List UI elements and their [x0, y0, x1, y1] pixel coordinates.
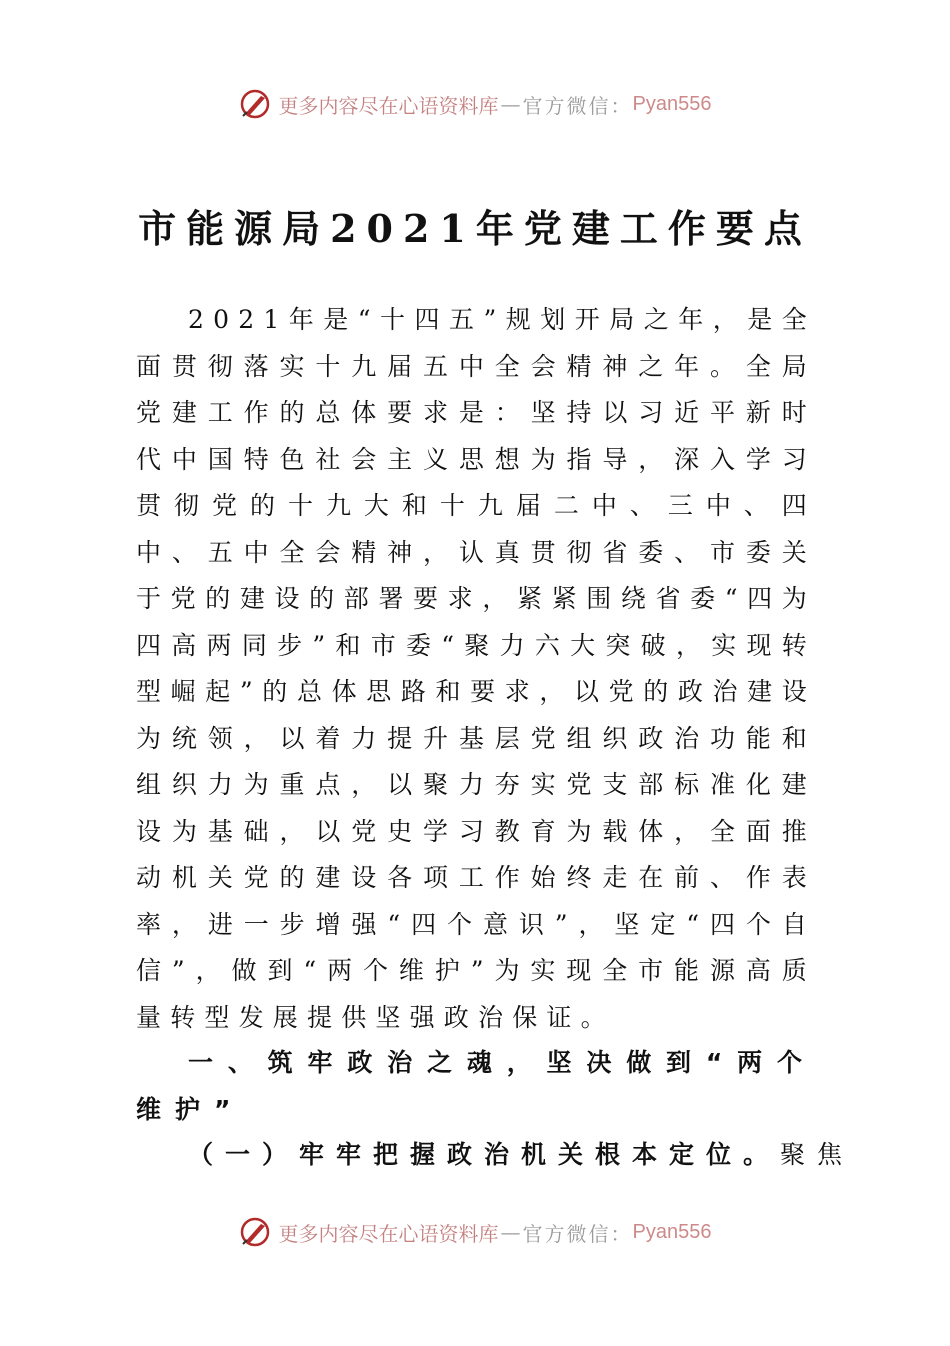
- watermark-account: Pyan556: [632, 1220, 712, 1243]
- watermark-footer: [0, 1212, 950, 1252]
- paragraph-intro: 2021年是“十四五”规划开局之年，是全面贯彻落实十九届五中全会精神之年。全局党建工作的总体要求是：坚持以习近平新时代中国特色社会主义思想为指导，深入学习贯彻党的十九大和十九届二中、三中、四中、五中全会精神，认真贯彻省委、市委关于党的建设的部署要求，紧紧围绕省委“四为四高两同步”和市委“聚力六大突破，实现转型崛起”的总体思路和要求，以党的政治建设为统领，以着力提升基层党组织政治功能和组织力为重点，以聚力夯实党支部标准化建设为基础，以党史学习教育为载体，全面推动机关党的建设各项工作始终走在前、作表率，进一步增强“四个意识”，坚定“四个自信”，做到“两个维护”为实现全市能源高质量转型发展提供坚强政治保证。: [136, 305, 816, 1032]
- pen-logo-icon: [239, 1216, 271, 1248]
- watermark-sub-label: 官方微信：: [522, 93, 633, 118]
- pen-logo-icon: [239, 88, 271, 120]
- document-title: 市能源局2021年党建工作要点: [138, 206, 812, 251]
- watermark-header: [0, 84, 950, 124]
- subsection-heading-bold: （一）牢牢把握政治机关根本定位。: [188, 1140, 781, 1169]
- watermark-dash: —: [500, 92, 521, 116]
- subsection-heading-rest: 聚焦: [780, 1140, 855, 1169]
- watermark-text: 更多内容尽在心语资料库: [278, 1221, 499, 1246]
- watermark-sub-label: 官方微信：: [522, 1221, 633, 1246]
- section-heading-1: 一、筑牢政治之魂，坚决做到“两个维护”: [136, 1048, 816, 1124]
- watermark-account: Pyan556: [632, 92, 712, 115]
- watermark-text: 更多内容尽在心语资料库: [278, 93, 499, 118]
- watermark-dash: —: [500, 1220, 521, 1244]
- subsection-heading-1: [136, 1132, 855, 1179]
